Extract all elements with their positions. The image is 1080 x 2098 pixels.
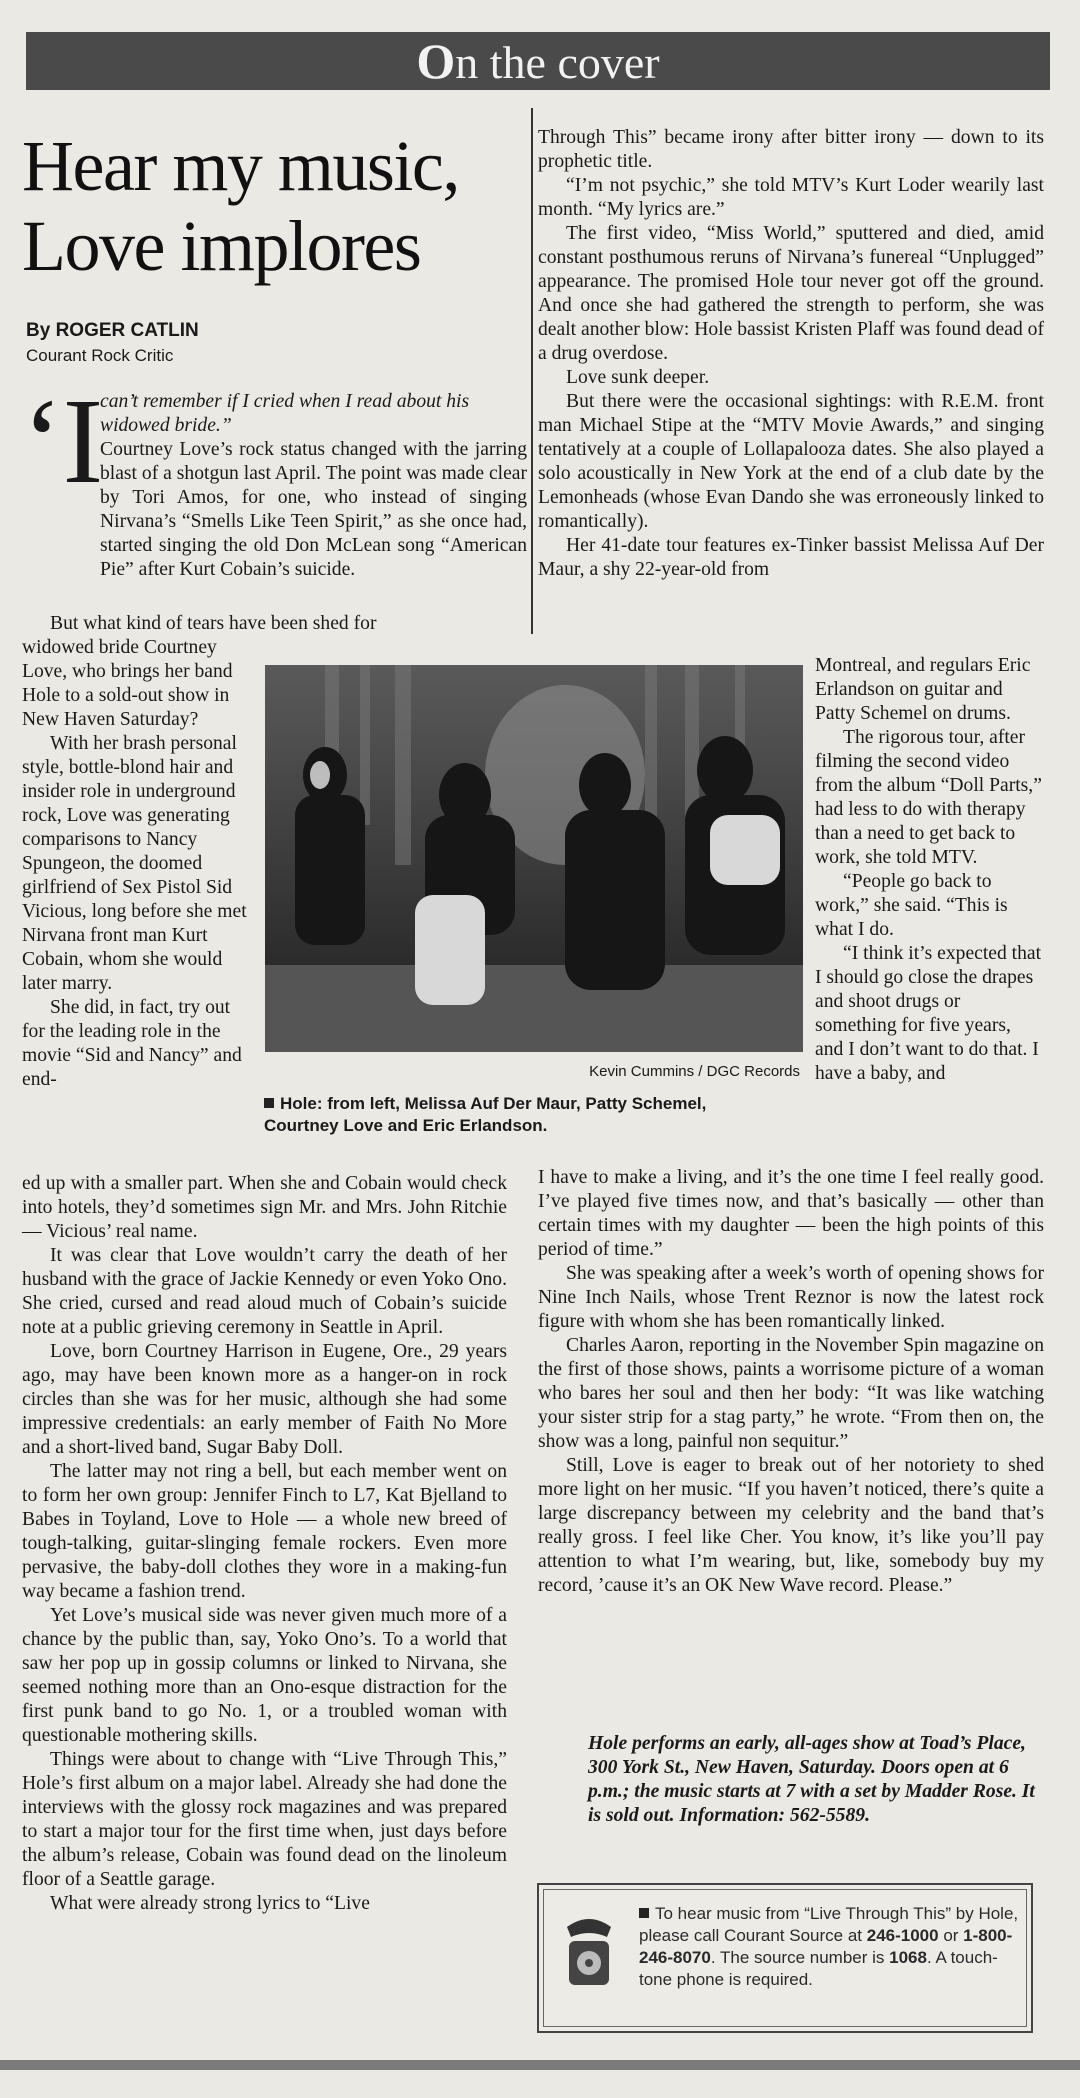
paragraph: The latter may not ring a bell, but each member went on to form her own group: Jennifer Finch to L7, Kat Bjelland to Babes in Toyland, Love to Hole — a whole new breed of tough-talking, guitar-slinging female rockers. Even more pervasive, the baby-doll clothes they wore in a making-fun way became a fashion trend. — [22, 1461, 507, 1602]
paragraph: “I think it’s expected that I should go close the drapes and shoot drugs or something for five years, and I don’t want to do that. I have a baby, and — [815, 943, 1042, 1084]
lede-paragraph-2: But what kind of tears have been shed for — [50, 613, 377, 634]
band-photo — [265, 665, 803, 1052]
column-1-narrow — [22, 636, 256, 1092]
paragraph: But there were the occasional sightings: with R.E.M. front man Michael Stipe at the “MTV Movie Awards,” and singing tentatively at a couple of Lollapalooza dates. She also played a solo acoustically in New York at the end of a club date by the Lemonheads (whose Evan Dando she was erroneously linked to romantically). — [538, 391, 1044, 532]
paragraph: “I’m not psychic,” she told MTV’s Kurt Loder wearily last month. “My lyrics are.” — [538, 175, 1044, 220]
headline-line-2: Love implores — [22, 206, 421, 286]
photo-credit: Kevin Cummins / DGC Records — [589, 1063, 800, 1080]
banner-text: n the cover — [455, 37, 660, 88]
column-2-top — [538, 126, 1044, 582]
source-text-1: To hear music from “Live Through This” by Hole, please call Courant Source at — [639, 1904, 1019, 1945]
paragraph: ed up with a smaller part. When she and Cobain would check into hotels, they’d sometimes sign Mr. and Mrs. John Ritchie — Vicious’ real name. — [22, 1173, 507, 1242]
banner-initial: O — [416, 33, 456, 89]
paragraph: Montreal, and regulars Eric Erlandson on guitar and Patty Schemel on drums. — [815, 655, 1031, 724]
paragraph: Yet Love’s musical side was never given much more of a chance by the public than, say, Yoko Ono’s. To a world that saw her pop up in gossip columns or linked to Nirvana, she seemed nothing more than an Ono-esque distraction for the first punk band to go No. 1, or a troubled woman with questionable mothering skills. — [22, 1605, 507, 1746]
paragraph: With her brash personal style, bottle-blond hair and insider role in underground rock, Love was generating comparisons to Nancy Spungeon, the doomed girlfriend of Sex Pistol Sid Vicious, long before she met Nirvana front man Kurt Cobain, whom she would later marry. — [22, 733, 247, 994]
byline-author: By ROGER CATLIN — [26, 320, 199, 341]
section-banner — [26, 32, 1050, 90]
paragraph: She did, in fact, try out for the leading role in the movie “Sid and Nancy” and end- — [22, 997, 242, 1090]
source-text-2: or — [938, 1926, 964, 1945]
paragraph: Her 41-date tour features ex-Tinker bassist Melissa Auf Der Maur, a shy 22-year-old from — [538, 535, 1044, 580]
paragraph: Things were about to change with “Live Through This,” Hole’s first album on a major label. Already she had done the interviews with the glossy rock magazines and was prepared to start a major tour for the first time when, just days before the album’s release, Cobain was found dead on the linoleum floor of a Seattle garage. — [22, 1749, 507, 1890]
column-1-lower — [22, 1172, 507, 1916]
paragraph: What were already strong lyrics to “Live — [50, 1893, 370, 1914]
paragraph: The rigorous tour, after filming the second video from the album “Doll Parts,” had less to do with therapy than a need to get back to work, she told MTV. — [815, 727, 1042, 868]
paragraph: She was speaking after a week’s worth of opening shows for Nine Inch Nails, whose Trent Reznor is now the latest rock figure with whom she has been romantically linked. — [538, 1263, 1044, 1332]
paragraph: Love, born Courtney Harrison in Eugene, Ore., 29 years ago, may have been known more as a hanger-on in rock circles than she was for her music, although she had some impressive credentials: an early member of Faith No More and a short-lived band, Sugar Baby Doll. — [22, 1341, 507, 1458]
source-text-4: . A touch-tone phone is required. — [639, 1948, 998, 1989]
column-2-narrow — [815, 654, 1044, 1086]
lede-paragraph-1: Courtney Love’s rock status changed with the jarring blast of a shotgun last April. The point was made clear by Tori Amos, for one, who instead of singing Nirvana’s “Smells Like Teen Spirit,” as she once had, started singing the old Don McLean song “American Pie” after Kurt Cobain’s suicide. — [100, 439, 527, 580]
paragraph: I have to make a living, and it’s the one time I feel really good. I’ve played five times now, and that’s basically — other than certain times with my daughter — been the high points of this period of time.” — [538, 1167, 1044, 1260]
show-info-text: Hole performs an early, all-ages show at Toad’s Place, 300 York St., New Haven, Saturday. Doors open at 6 p.m.; the music starts at 7 with a set by Madder Rose. It is sold out. Information: 562-5589. — [588, 1733, 1035, 1826]
paragraph: widowed bride Courtney Love, who brings her band Hole to a sold-out show in New Haven Saturday? — [22, 637, 233, 730]
paragraph: Still, Love is eager to break out of her notoriety to shed more light on her music. “If you haven’t noticed, there’s quite a large discrepancy between my celebrity and the band that’s really gross. I feel like Cher. You know, it’s like you’ll pay attention to what I’m wearing, but, like, somebody buy my record, ’cause it’s an OK New Wave record. Please.” — [538, 1455, 1044, 1596]
lede-quote — [100, 390, 527, 438]
paragraph: Charles Aaron, reporting in the November Spin magazine on the first of those shows, paints a worrisome picture of a woman who bares her soul and then her body: “It was like watching your sister strip for a stag party,” he wrote. “From then on, the show was a long, painful non sequitur.” — [538, 1335, 1044, 1452]
drop-cap: ‘I — [22, 374, 104, 509]
headline-line-1: Hear my music, — [22, 126, 459, 206]
page-bottom-rule — [0, 2060, 1080, 2070]
telephone-icon — [557, 1907, 621, 1991]
headline — [22, 126, 527, 286]
column-rule — [531, 108, 533, 634]
bullet-square-icon — [639, 1908, 649, 1918]
source-text-3: . The source number is — [710, 1948, 890, 1967]
paragraph: “People go back to work,” she said. “This is what I do. — [815, 871, 1008, 940]
photo-caption — [264, 1093, 784, 1137]
byline-role: Courant Rock Critic — [26, 346, 174, 365]
bullet-square-icon — [264, 1098, 274, 1108]
paragraph: Through This” became irony after bitter irony — down to its prophetic title. — [538, 127, 1044, 172]
lede-quote-line-2: widowed bride.” — [100, 415, 232, 436]
lede-quote-line-1: can’t remember if I cried when I read about his — [100, 391, 470, 412]
photo-caption-text: Hole: from left, Melissa Auf Der Maur, Patty Schemel, Courtney Love and Eric Erlandson. — [264, 1094, 707, 1135]
byline — [26, 318, 526, 367]
paragraph: Love sunk deeper. — [566, 367, 710, 388]
paragraph: It was clear that Love wouldn’t carry the death of her husband with the grace of Jackie Kennedy or even Yoko Ono. She cried, cursed and read aloud much of Cobain’s suicide note at a public grieving ceremony in Seattle in April. — [22, 1245, 507, 1338]
source-number: 1068 — [889, 1948, 927, 1967]
paragraph: The first video, “Miss World,” sputtered and died, amid constant posthumous reruns of Nirvana’s funereal “Unplugged” appearance. The promised Hole tour never got off the ground. And once she had gathered the strength to perform, she was dealt another blow: Hole bassist Kristen Plaff was found dead of a drug overdose. — [538, 223, 1044, 364]
source-phone-2: 1-800-246-8070 — [639, 1926, 1013, 1967]
courant-source-text — [639, 1903, 1029, 1991]
show-info — [588, 1732, 1044, 1828]
lede-paragraph-start — [100, 438, 527, 582]
courant-source-box — [537, 1883, 1033, 2033]
band-photo-image — [265, 665, 803, 1052]
source-phone-1: 246-1000 — [866, 1926, 939, 1945]
lede-paragraph-2-wrap — [22, 612, 527, 636]
column-2-lower — [538, 1166, 1044, 1598]
